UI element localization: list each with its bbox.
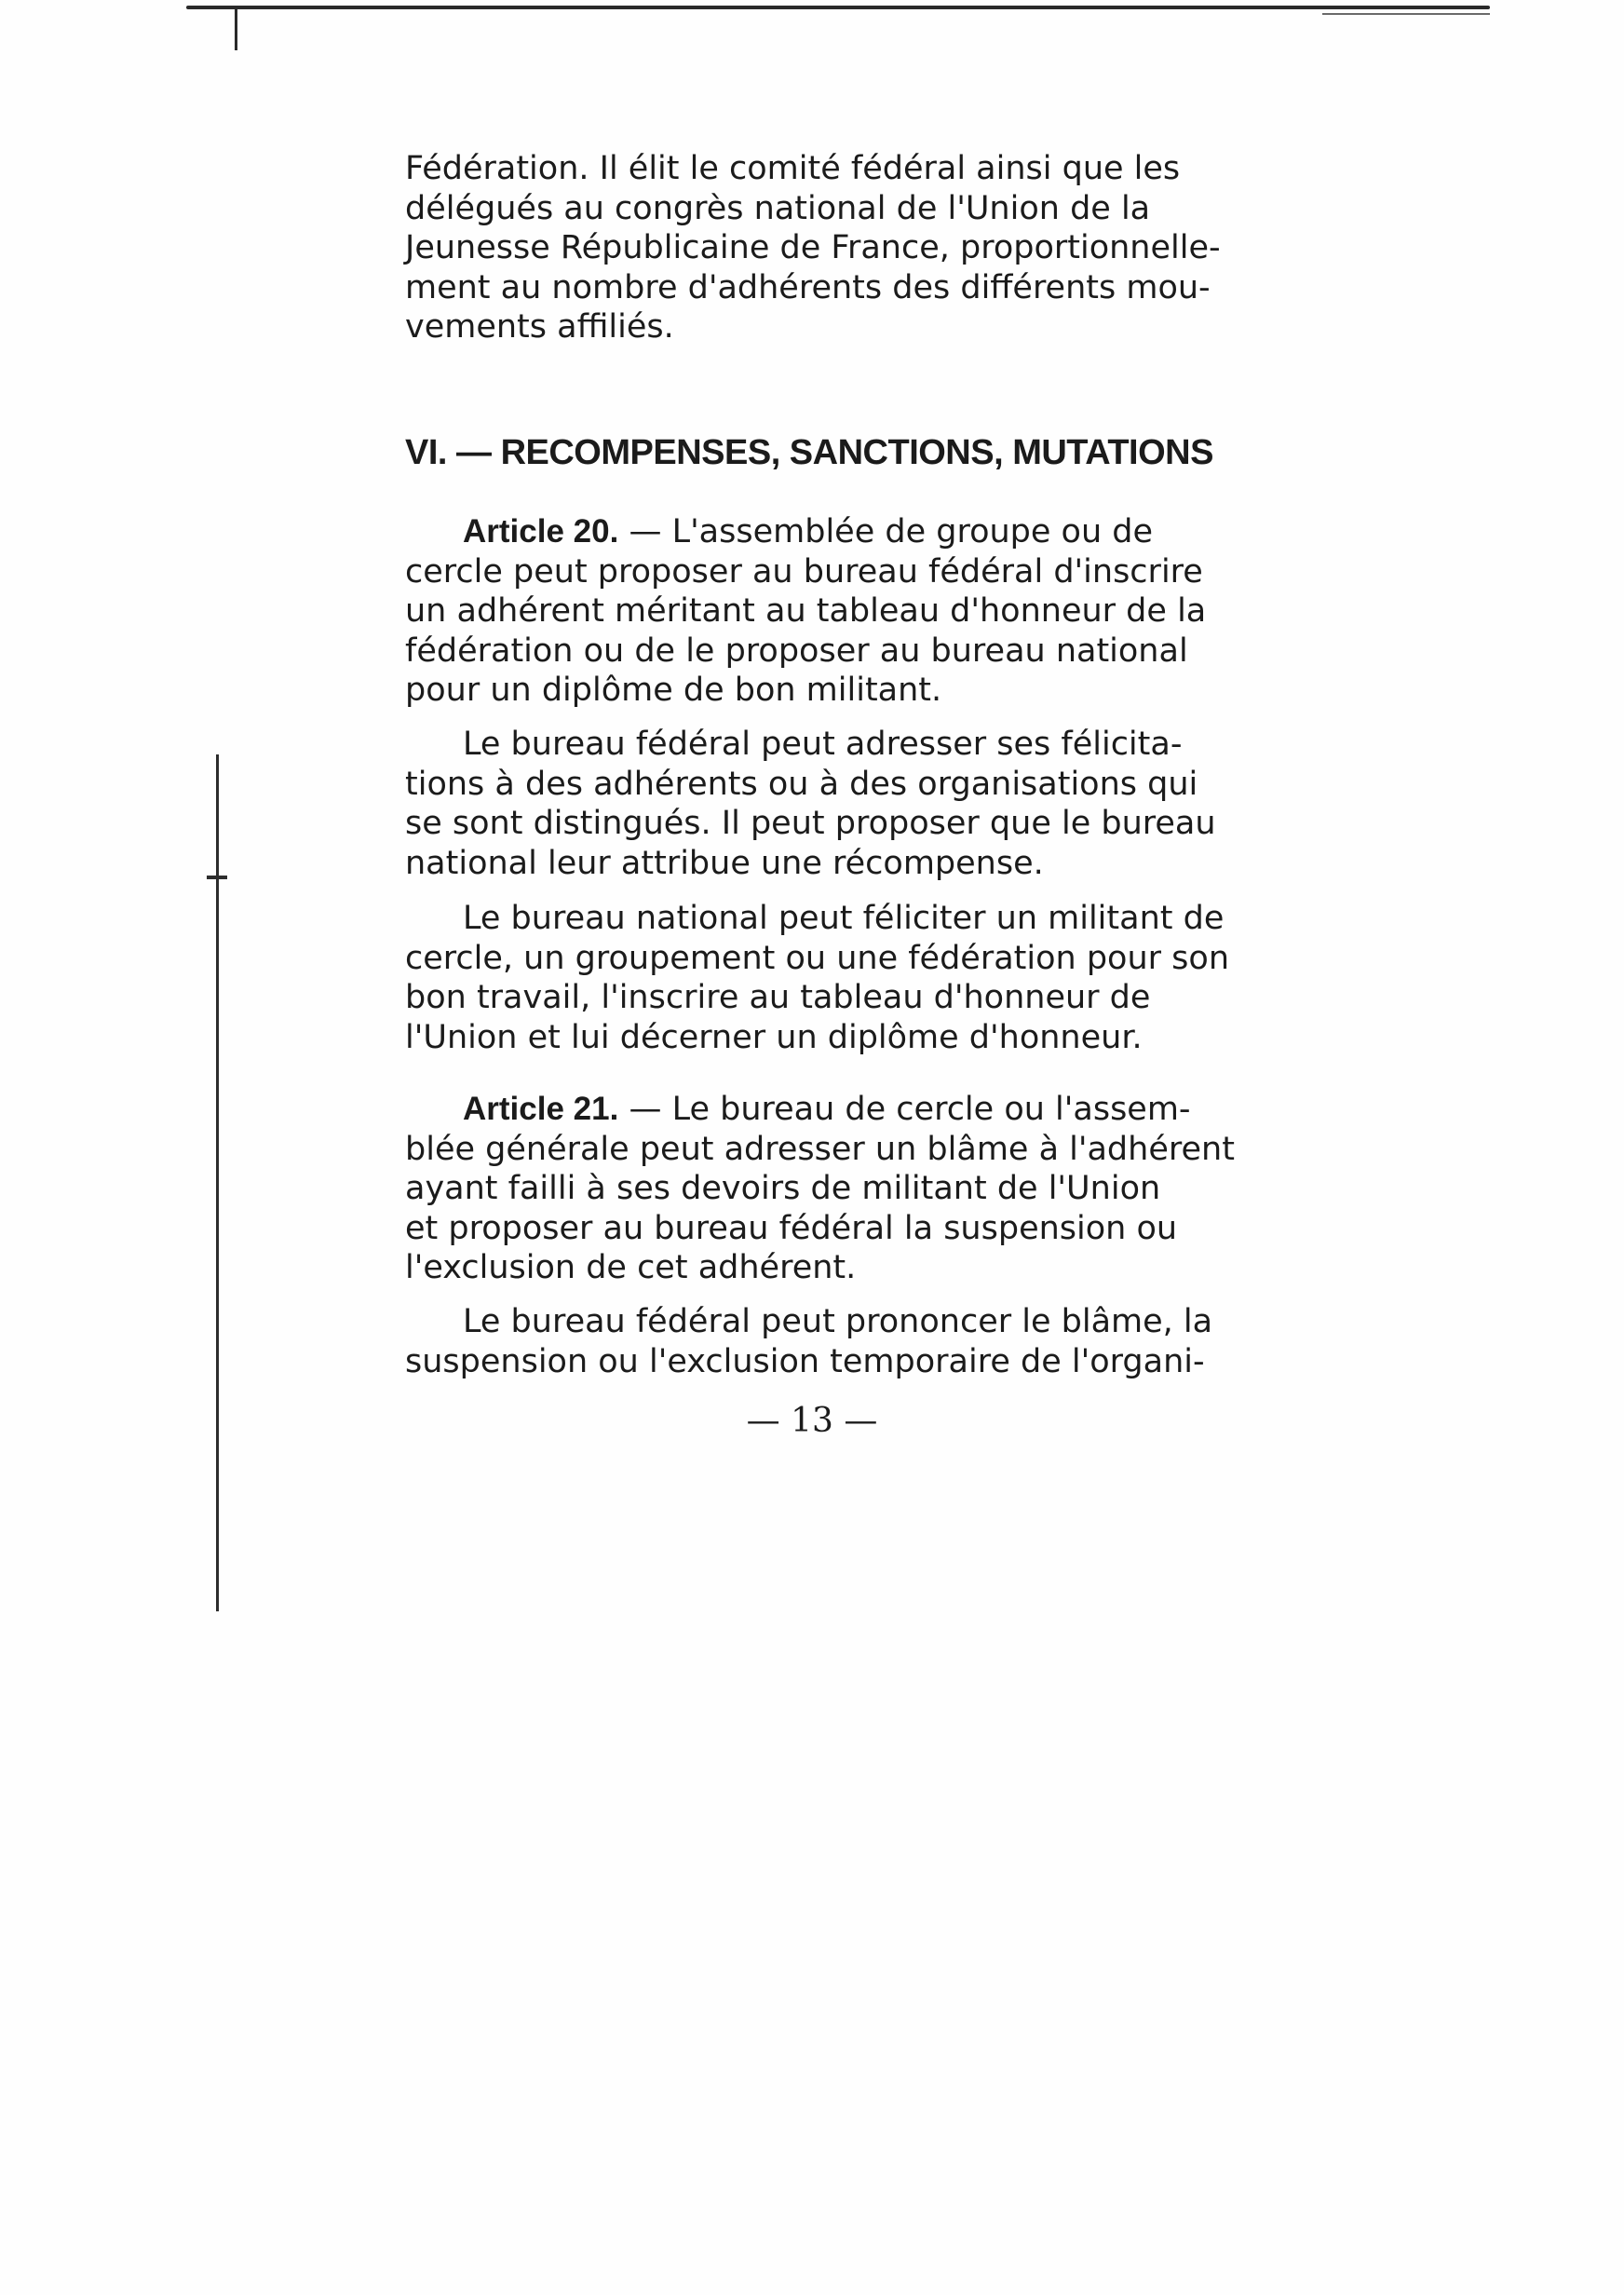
bureau-national-line: bon travail, l'inscrire au tableau d'honneur de [405,979,1151,1016]
article-21-paragraph [405,1090,1322,1288]
intro-line: Jeunesse Républicaine de France, proportionnelle- [405,229,1221,266]
bureau-national-line: l'Union et lui décerner un diplôme d'honneur. [405,1018,1143,1056]
intro-line: ment au nombre d'adhérents des différents mou- [405,268,1211,306]
article-20-line: fédération ou de le proposer au bureau national [405,631,1188,670]
article-20-line: pour un diplôme de bon militant. [405,672,942,709]
article-21-line: blée générale peut adresser un blâme à l'adhérent [405,1130,1235,1168]
intro-line: vements affiliés. [405,308,674,346]
sanctions-line: Le bureau fédéral peut prononcer le blâme, la [463,1303,1213,1340]
felicitations-line: national leur attribue une récompense. [405,844,1044,882]
intro-paragraph [405,149,1322,347]
bureau-national-paragraph [405,899,1322,1057]
article-21-line: — Le bureau de cercle ou l'assem- [618,1091,1191,1128]
article-20-line: — L'assemblée de groupe ou de [618,513,1154,550]
article-20-line: cercle peut proposer au bureau fédéral d'inscrire [405,552,1203,591]
article-21-line: l'exclusion de cet adhérent. [405,1249,857,1286]
scan-binding-line [216,754,219,1611]
scan-top-rule-tail [1322,13,1490,15]
sanctions-paragraph [405,1302,1322,1381]
bureau-national-line: cercle, un groupement ou une fédération pour son [405,939,1229,977]
article-21-line: et proposer au bureau fédéral la suspension ou [405,1209,1178,1247]
intro-line: Fédération. Il élit le comité fédéral ainsi que les [405,150,1181,187]
article-21-label: Article 21. [463,1091,619,1127]
article-20-label: Article 20. [463,513,619,550]
section-heading: VI. — RECOMPENSES, SANCTIONS, MUTATIONS [405,433,1213,472]
sanctions-line: suspension ou l'exclusion temporaire de l'organi- [405,1342,1205,1380]
article-20-paragraph [405,512,1322,711]
scan-binding-mark [207,876,227,879]
article-21-line: ayant failli à ses devoirs de militant de l'Union [405,1170,1161,1207]
article-20-line: un adhérent méritant au tableau d'honneur de la [405,592,1207,630]
scan-top-tick [235,6,237,50]
felicitations-line: Le bureau fédéral peut adresser ses félicita- [463,726,1183,763]
felicitations-paragraph [405,725,1322,883]
scan-top-rule [186,6,1490,9]
felicitations-line: tions à des adhérents ou à des organisations qui [405,765,1198,803]
felicitations-line: se sont distingués. Il peut proposer que le bureau [405,805,1216,842]
page-number: — 13 — [746,1402,878,1440]
bureau-national-line: Le bureau national peut féliciter un militant de [463,900,1225,937]
intro-line: délégués au congrès national de l'Union de la [405,189,1151,227]
